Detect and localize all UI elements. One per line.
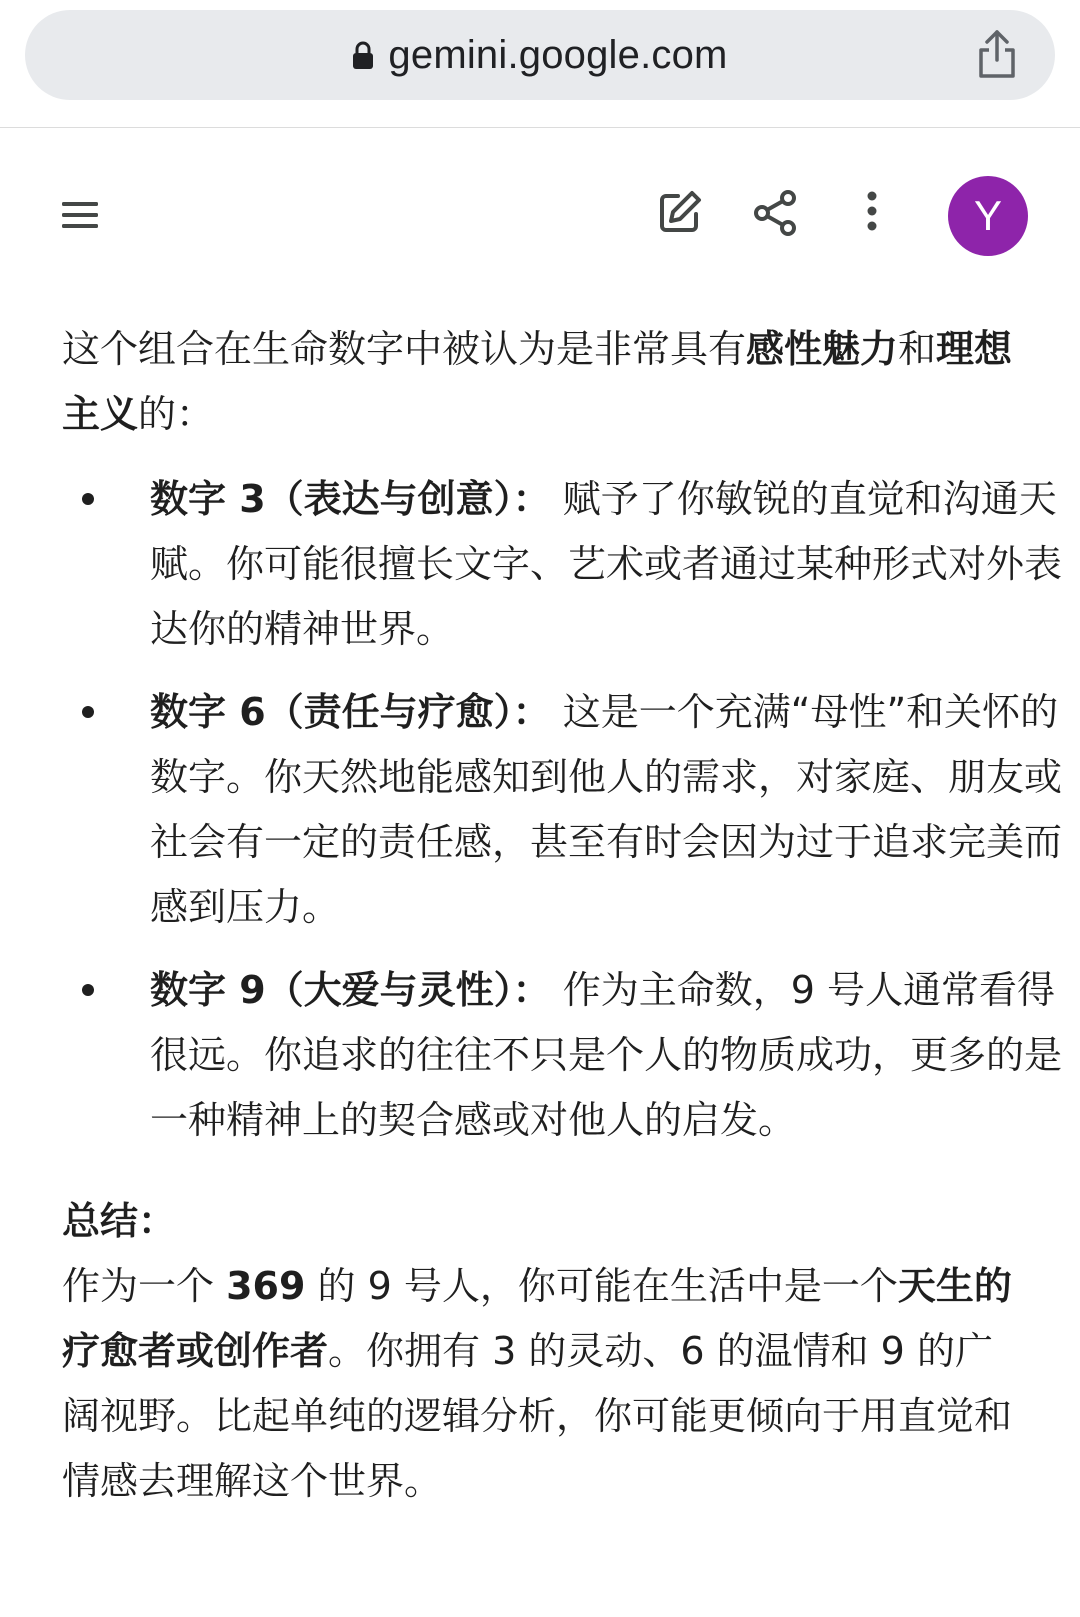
intro-bold-text: 感性魅力 [746,327,899,371]
number-list [62,467,1063,1153]
summary-text: 。你拥有 3 的灵动、6 的温情和 9 的广阔视野。比起单纯的逻辑分析，你可能更倾向于用直觉和情感去理解这个世界。 [62,1329,1013,1503]
edit-icon[interactable] [656,188,704,236]
list-item-text: 赋予了你敏锐的直觉和沟通天赋。你可能很擅长文字、艺术或者通过某种形式对外表达你的精神世界。 [150,477,1063,651]
summary-text: 的 9 号人，你可能在生活中是一个 [305,1264,898,1308]
browser-bar [0,0,1080,128]
intro-paragraph [62,317,1022,447]
bullet-icon [82,493,94,505]
list-item-title: 数字 6（责任与疗愈）： [150,690,551,734]
url-display [25,10,1055,100]
lock-icon [352,40,374,70]
intro-bold-text: 理想主义 [62,327,1013,436]
list-item [62,467,1062,662]
share-icon[interactable] [752,188,800,238]
share-up-icon[interactable] [975,28,1019,80]
summary-heading: 总结： [62,1199,177,1243]
list-item-text: 这是一个充满“母性”和关怀的数字。你天然地能感知到他人的需求，对家庭、朋友或社会有一定的责任感，甚至有时会因为过于追求完美而感到压力。 [150,690,1063,929]
list-item-title: 数字 3（表达与创意）： [150,477,551,521]
list-item-text: 作为主命数，9 号人通常看得很远。你追求的往往不只是个人的物质成功，更多的是一种精神上的契合感或对他人的启发。 [150,968,1063,1142]
summary-text: 作为一个 [62,1264,227,1308]
summary-paragraph [62,1254,1022,1514]
app-toolbar [0,128,1080,308]
bullet-icon [82,706,94,718]
summary-bold-text: 天生的疗愈者或创作者 [62,1264,1012,1373]
response-content [62,317,1063,1514]
intro-text: 这个组合在生命数字中被认为是非常具有 [62,327,747,371]
summary-bold-text: 369 [226,1264,306,1308]
menu-icon[interactable] [56,190,106,240]
list-item-title: 数字 9（大爱与灵性）： [150,968,551,1012]
list-item [62,680,1062,940]
url-bar[interactable] [25,10,1055,100]
url-text: gemini.google.com [388,32,728,77]
intro-text: 的： [138,392,215,436]
intro-text: 和 [898,327,937,371]
list-item [62,958,1062,1153]
avatar[interactable]: Y [948,176,1028,256]
bullet-icon [82,984,94,996]
more-vert-icon[interactable] [860,186,884,238]
